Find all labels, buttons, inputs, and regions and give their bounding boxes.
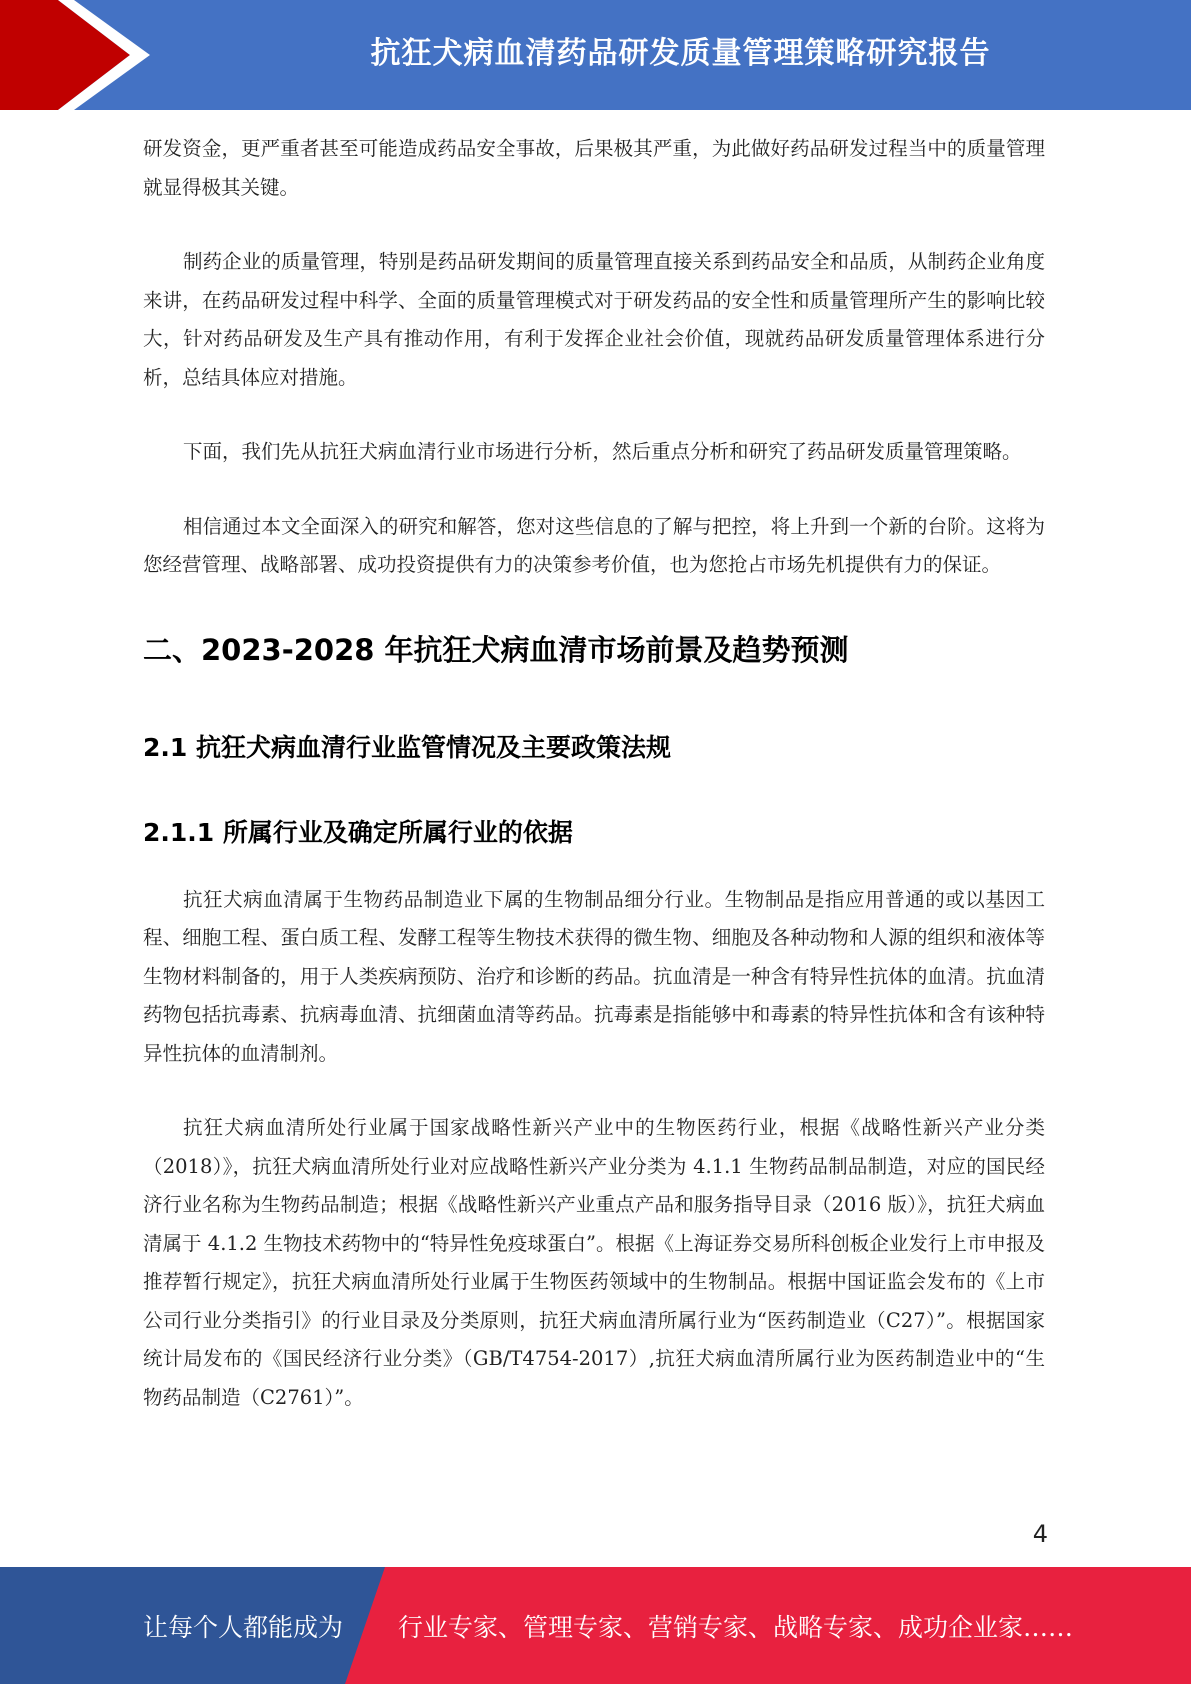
subsection-heading: 2.1 抗狂犬病血清行业监管情况及主要政策法规	[143, 732, 671, 762]
paragraph-continued: 研发资金，更严重者甚至可能造成药品安全事故，后果极其严重，为此做好药品研发过程当中的质量管理就显得极其关键。	[143, 137, 1045, 199]
page-content	[143, 130, 1045, 1417]
subsubsection-heading: 2.1.1 所属行业及确定所属行业的依据	[143, 817, 573, 847]
paragraph: 下面，我们先从抗狂犬病血清行业市场进行分析，然后重点分析和研究了药品研发质量管理策略。	[183, 440, 1022, 463]
page-footer	[0, 1567, 1191, 1684]
report-title: 抗狂犬病血清药品研发质量管理策略研究报告	[370, 36, 991, 71]
section-heading: 二、2023-2028 年抗狂犬病血清市场前景及趋势预测	[143, 632, 849, 667]
paragraph: 制药企业的质量管理，特别是药品研发期间的质量管理直接关系到药品安全和品质，从制药企业角度来讲，在药品研发过程中科学、全面的质量管理模式对于研发药品的安全性和质量管理所产生的影响比较大，针对药品研发及生产具有推动作用，有利于发挥企业社会价值，现就药品研发质量管理体系进行分析，总结具体应对措施。	[143, 250, 1045, 389]
paragraph: 抗狂犬病血清所处行业属于国家战略性新兴产业中的生物医药行业，根据《战略性新兴产业分类（2018）》，抗狂犬病血清所处行业对应战略性新兴产业分类为 4.1.1 生物药品制品制造，对应的国民经济行业名称为生物药品制造；根据《战略性新兴产业重点产品和服务指导目录（2016 版）》，抗狂犬病血清属于 4.1.2 生物技术药物中的“特异性免疫球蛋白”。根据《上海证券交易所科创板企业发行上市申报及推荐暂行规定》，抗狂犬病血清所处行业属于生物医药领域中的生物制品。根据中国证监会发布的《上市公司行业分类指引》的行业目录及分类原则，抗狂犬病血清所属行业为“医药制造业（C27）”。根据国家统计局发布的《国民经济行业分类》（GB/T4754-2017）,抗狂犬病血清所属行业为医药制造业中的“生物药品制造（C2761）”。	[143, 1116, 1045, 1409]
footer-slogan-left: 让每个人都能成为	[143, 1612, 344, 1642]
page-number: 4	[1032, 1520, 1048, 1548]
paragraph: 抗狂犬病血清属于生物药品制造业下属的生物制品细分行业。生物制品是指应用普通的或以基因工程、细胞工程、蛋白质工程、发酵工程等生物技术获得的微生物、细胞及各种动物和人源的组织和液体等生物材料制备的，用于人类疾病预防、治疗和诊断的药品。抗血清是一种含有特异性抗体的血清。抗血清药物包括抗毒素、抗病毒血清、抗细菌血清等药品。抗毒素是指能够中和毒素的特异性抗体和含有该种特异性抗体的血清制剂。	[143, 887, 1045, 1065]
footer-slogan-right: 行业专家、管理专家、营销专家、战略专家、成功企业家……	[398, 1612, 1074, 1642]
page-header	[0, 0, 1191, 110]
paragraph: 相信通过本文全面深入的研究和解答，您对这些信息的了解与把控，将上升到一个新的台阶。这将为您经营管理、战略部署、成功投资提供有力的决策参考价值，也为您抢占市场先机提供有力的保证。	[143, 514, 1045, 576]
